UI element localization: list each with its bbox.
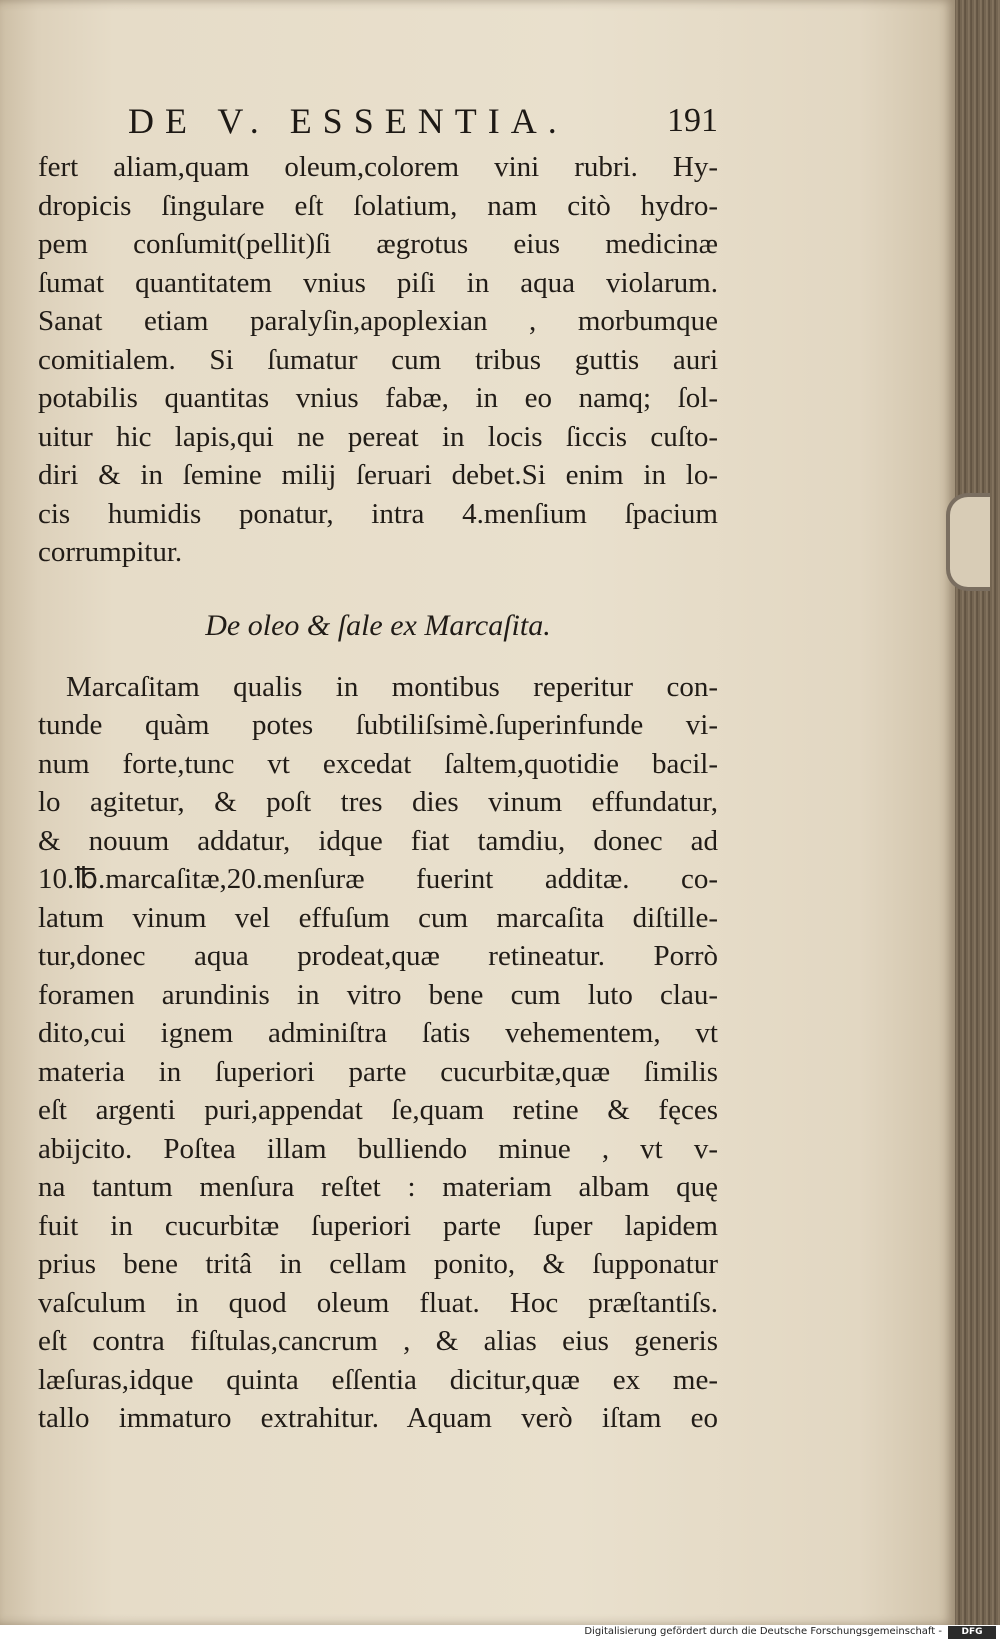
- text-line: potabilis quantitas vnius fabæ, in eo namq; ſol-: [38, 382, 718, 414]
- text-line: vaſculum in quod oleum fluat. Hoc præſtantiſs.: [38, 1286, 718, 1319]
- paragraph-2: [38, 668, 718, 1438]
- text-line: Sanat etiam paralyſin,apoplexian , morbumque: [38, 305, 718, 337]
- text-line: 10.℔.marcaſitæ,20.menſuræ fuerint additæ. co-: [38, 863, 718, 895]
- text-block: [38, 148, 718, 1438]
- text-line: fert aliam,quam oleum,colorem vini rubri. Hy-: [38, 151, 718, 183]
- text-line: prius bene tritâ in cellam ponito, & ſupponatur: [38, 1248, 718, 1280]
- page-number: 191: [667, 102, 718, 139]
- dfg-logo: DFG: [948, 1626, 996, 1639]
- text-line: materia in ſuperiori parte cucurbitæ,quæ ſimilis: [38, 1055, 718, 1088]
- text-line: corrumpitur.: [38, 536, 183, 568]
- text-line: eſt argenti puri,appendat ſe,quam retine & fęces: [38, 1094, 718, 1126]
- text-line: lo agitetur, & poſt tres dies vinum effundatur,: [38, 786, 718, 818]
- text-line: dito,cui ignem adminiſtra ſatis vehementem, vt: [38, 1017, 718, 1049]
- text-line: eſt contra fiſtulas,cancrum , & alias eius generis: [38, 1325, 718, 1357]
- text-line: diri & in ſemine milij ſeruari debet.Si enim in lo-: [38, 459, 718, 491]
- text-line: comitialem. Si ſumatur cum tribus guttis auri: [38, 343, 718, 376]
- text-line: abijcito. Poſtea illam bulliendo minue , vt v-: [38, 1132, 718, 1165]
- section-heading: De oleo & ſale ex Marcaſita.: [205, 608, 551, 642]
- text-line: ſumat quantitatem vnius piſi in aqua violarum.: [38, 266, 718, 299]
- book-clasp: [946, 493, 990, 591]
- text-line: tunde quàm potes ſubtiliſsimè.ſuperinfunde vi-: [38, 709, 718, 741]
- paragraph-1: [38, 148, 718, 572]
- text-line: num forte,tunc vt excedat ſaltem,quotidie bacil-: [38, 747, 718, 780]
- text-line: Marcaſitam qualis in montibus reperitur con-: [66, 670, 718, 703]
- text-line: cis humidis ponatur, intra 4.menſium ſpacium: [38, 497, 718, 530]
- text-line: tur,donec aqua prodeat,quæ retineatur. Porrò: [38, 940, 718, 972]
- text-line: latum vinum vel effuſum cum marcaſita diſtille-: [38, 901, 718, 934]
- page-edges: [955, 0, 1000, 1625]
- running-head: DE V. ESSENTIA.: [128, 101, 568, 141]
- text-line: pem conſumit(pellit)ſi ægrotus eius medicinæ: [38, 228, 718, 260]
- text-line: foramen arundinis in vitro bene cum luto clau-: [38, 978, 718, 1011]
- text-line: uitur hic lapis,qui ne pereat in locis ſiccis cuſto-: [38, 420, 718, 453]
- funding-credit: Digitalisierung gefördert durch die Deutsche Forschungsgemeinschaft -: [584, 1626, 942, 1637]
- text-line: fuit in cucurbitæ ſuperiori parte ſuper lapidem: [38, 1209, 718, 1242]
- text-line: na tantum menſura reſtet : materiam albam quę: [38, 1171, 718, 1203]
- text-line: dropicis ſingulare eſt ſolatium, nam citò hydro-: [38, 189, 718, 222]
- page-header: [128, 100, 718, 150]
- text-line: & nouum addatur, idque fiat tamdiu, donec ad: [38, 824, 718, 857]
- text-line: tallo immaturo extrahitur. Aquam verò iſtam eo: [38, 1402, 718, 1434]
- text-line: læſuras,idque quinta eſſentia dicitur,quæ ex me-: [38, 1363, 718, 1396]
- digitization-footer: [0, 1625, 1000, 1642]
